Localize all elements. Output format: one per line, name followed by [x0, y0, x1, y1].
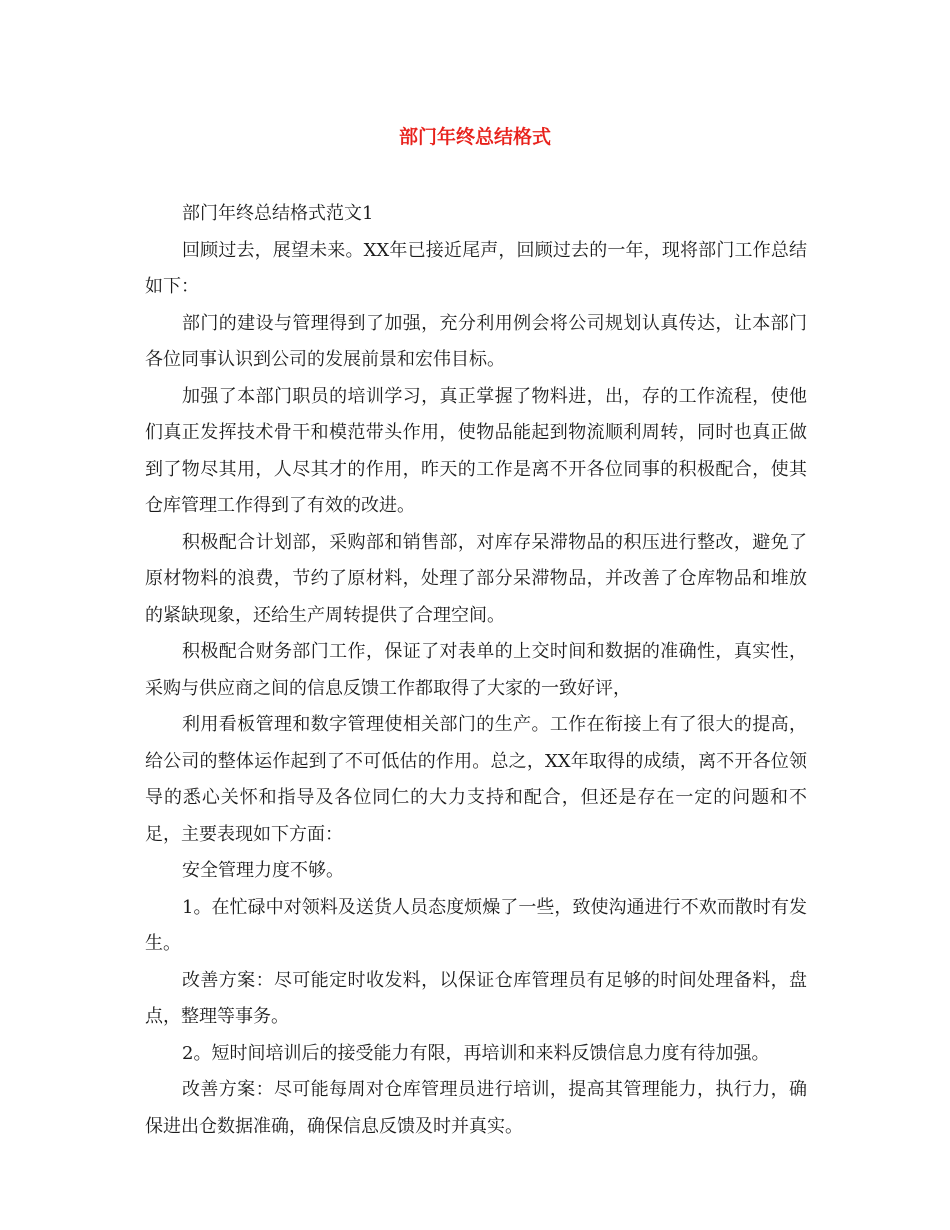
paragraph-department-building: 部门的建设与管理得到了加强，充分利用例会将公司规划认真传达，让本部门各位同事认识到公司的发展前景和宏伟目标。: [145, 312, 807, 370]
paragraph-safety-issue: 安全管理力度不够。: [182, 860, 344, 881]
paragraph-issue-1: 1。在忙碌中对领料及送货人员态度烦燥了一些，致使沟通进行不欢而散时有发生。: [145, 896, 807, 954]
paragraph-intro: 回顾过去，展望未来。XX年已接近尾声，回顾过去的一年，现将部门工作总结如下：: [145, 239, 807, 297]
paragraph-solution-1: 改善方案：尽可能定时收发料，以保证仓库管理员有足够的时间处理备料，盘点，整理等事务。: [145, 969, 807, 1027]
document-title: 部门年终总结格式: [398, 126, 551, 148]
paragraph-solution-2: 改善方案：尽可能每周对仓库管理员进行培训，提高其管理能力，执行力，确保进出仓数据准确，确保信息反馈及时并真实。: [145, 1079, 807, 1137]
paragraph-kanban-management: 利用看板管理和数字管理使相关部门的生产。工作在衔接上有了很大的提高，给公司的整体运作起到了不可低估的作用。总之，XX年取得的成绩，离不开各位领导的悉心关怀和指导及各位同仁的大力支持和配合，但还是存在一定的问题和不足，主要表现如下方面：: [145, 714, 807, 845]
document-body: [145, 196, 807, 1145]
paragraph-finance-cooperation: 积极配合财务部门工作，保证了对表单的上交时间和数据的准确性，真实性，采购与供应商之间的信息反馈工作都取得了大家的一致好评，: [145, 641, 807, 699]
paragraph-inventory-cooperation: 积极配合计划部，采购部和销售部，对库存呆滞物品的积压进行整改，避免了原材物料的浪费，节约了原材料，处理了部分呆滞物品，并改善了仓库物品和堆放的紧缺现象，还给生产周转提供了合理空间。: [145, 531, 807, 626]
paragraph-issue-2: 2。短时间培训后的接受能力有限，再培训和来料反馈信息力度有待加强。: [182, 1042, 770, 1064]
paragraph-staff-training: 加强了本部门职员的培训学习，真正掌握了物料进，出，存的工作流程，使他们真正发挥技术骨干和模范带头作用，使物品能起到物流顺利周转，同时也真正做到了物尽其用，人尽其才的作用，昨天的工作是离不开各位同事的积极配合，使其仓库管理工作得到了有效的改进。: [145, 385, 807, 516]
paragraph-subtitle: 部门年终总结格式范文1: [182, 203, 374, 224]
